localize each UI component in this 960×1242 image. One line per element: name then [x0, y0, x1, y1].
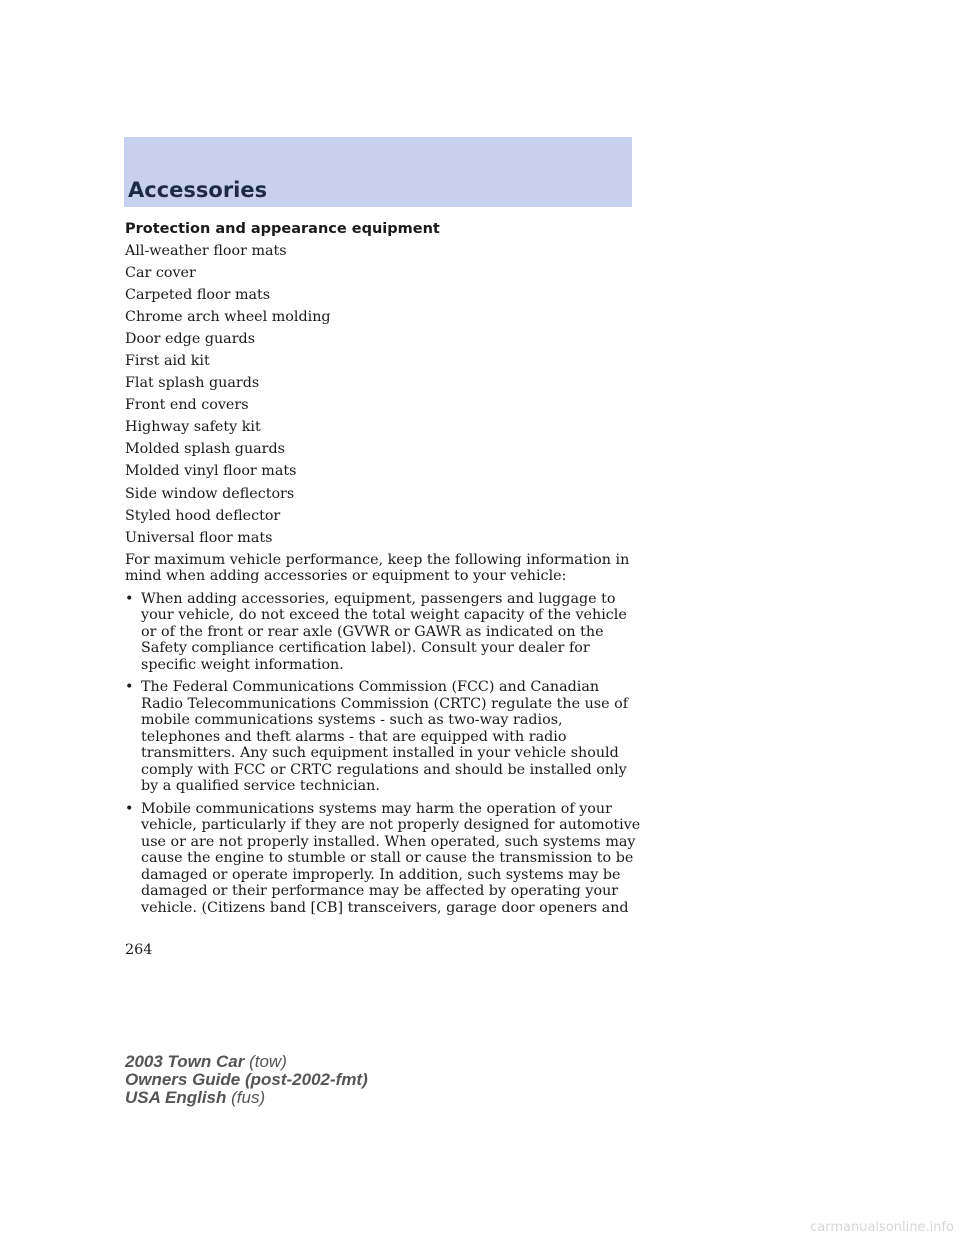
footer-model: 2003 Town Car — [125, 1052, 245, 1071]
list-item: Universal floor mats — [125, 529, 273, 546]
footer-line-language — [125, 1089, 368, 1107]
list-item: Front end covers — [125, 397, 249, 414]
list-item: First aid kit — [125, 352, 210, 369]
list-item: Highway safety kit — [125, 419, 261, 436]
bullet-list — [125, 591, 645, 917]
bullet-item — [125, 801, 645, 917]
page-content — [125, 221, 645, 922]
list-item: Molded splash guards — [125, 441, 286, 458]
bullet-icon: • — [125, 800, 134, 817]
subsection-heading: Protection and appearance equipment — [125, 221, 440, 237]
bullet-item — [125, 591, 645, 674]
list-item: Door edge guards — [125, 330, 256, 347]
list-item: Side window deflectors — [125, 485, 295, 502]
list-item: All-weather floor mats — [125, 242, 287, 259]
list-item: Flat splash guards — [125, 375, 260, 392]
footer-guide: Owners Guide (post-2002-fmt) — [125, 1070, 368, 1089]
list-item: Molded vinyl floor mats — [125, 463, 297, 480]
list-item: Car cover — [125, 264, 196, 281]
list-item: Styled hood deflector — [125, 507, 281, 524]
footer-line-model — [125, 1053, 368, 1071]
footer-language-code: (fus) — [231, 1088, 266, 1107]
intro-paragraph: For maximum vehicle performance, keep the following information in mind when adding accessories or equipment to your vehicle: — [125, 551, 630, 585]
list-item: Carpeted floor mats — [125, 286, 271, 303]
footer-model-code: (tow) — [249, 1052, 287, 1071]
section-title: Accessories — [128, 178, 268, 202]
bullet-text: The Federal Communications Commission (FCC) and Canadian Radio Telecommunications Commission (CRTC) regulate the use of mobile communications systems - such as two-way radios, telephones and theft alarms - that are equipped with radio transmitters. Any such equipment installed in your vehicle should comply with FCC or CRTC regulations and should be installed only by a qualified service technician. — [141, 679, 629, 795]
bullet-icon: • — [125, 590, 134, 607]
document-footer — [125, 1053, 368, 1107]
list-item: Chrome arch wheel molding — [125, 308, 331, 325]
bullet-text: Mobile communications systems may harm the operation of your vehicle, particularly if they are not properly designed for automotive use or are not properly installed. When operated, such systems may cause the engine to stumble or stall or cause the transmission to be damaged or operate improperly. In addition, such systems may be damaged or their performance may be affected by operating your vehicle. (Citizens band [CB] transceivers, garage door openers and — [141, 800, 641, 916]
footer-line-guide — [125, 1071, 368, 1089]
bullet-icon: • — [125, 679, 134, 696]
page-number: 264 — [125, 942, 153, 958]
bullet-text: When adding accessories, equipment, passengers and luggage to your vehicle, do not exceed the total weight capacity of the vehicle or of the front or rear axle (GVWR or GAWR as indicated on the Safety compliance certification label). Consult your dealer for specific weight information. — [141, 590, 627, 673]
watermark-text: carmanualsonline.info — [810, 1220, 954, 1235]
accessory-list — [125, 243, 645, 547]
footer-language: USA English — [125, 1088, 227, 1107]
bullet-item — [125, 679, 645, 795]
